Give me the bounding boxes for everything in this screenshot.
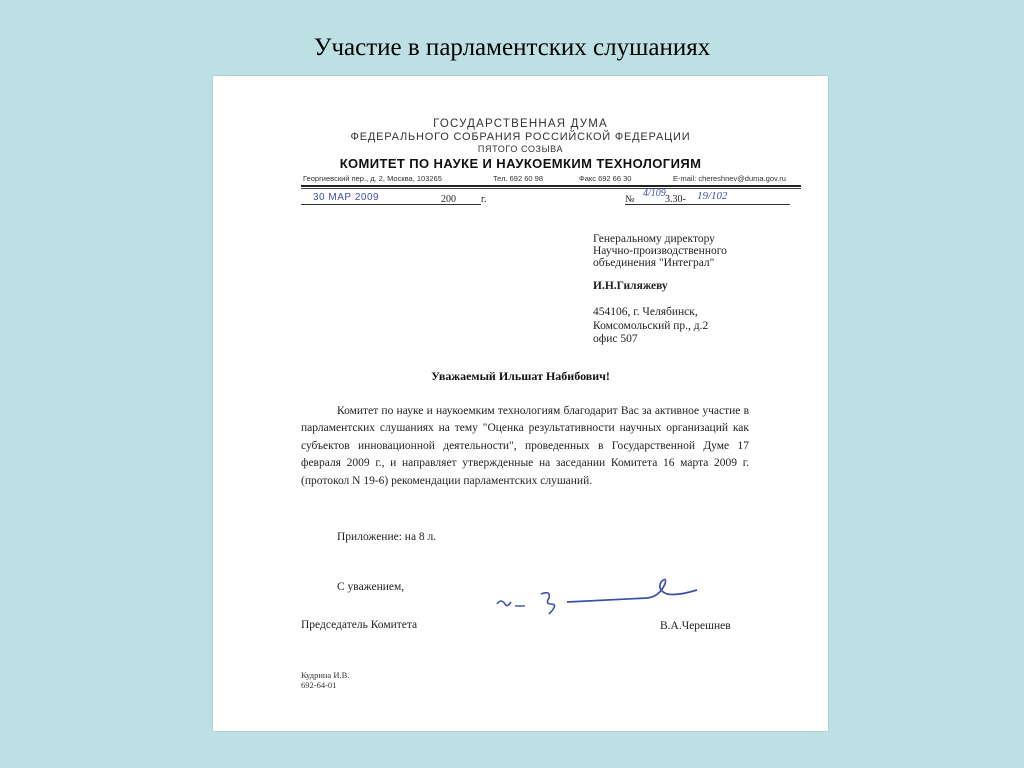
recipient-address-2: Комсомольский пр., д.2	[593, 320, 709, 332]
recipient-name: И.Н.Гиляжеву	[593, 280, 668, 292]
executor-info	[301, 670, 349, 690]
letterhead-rule-thin	[301, 188, 801, 189]
slide-title: Участие в парламентских слушаниях	[313, 34, 711, 61]
appendix-note: Приложение: на 8 л.	[337, 531, 437, 543]
number-handwritten: 4/109	[643, 188, 666, 199]
recipient-line-2: Научно-производственного	[593, 245, 727, 257]
signature	[493, 574, 703, 622]
recipient-line-3: объединения "Интеграл"	[593, 257, 715, 269]
date-stamp: 30 МАР 2009	[313, 192, 380, 203]
date-suffix: г.	[481, 194, 487, 205]
letterhead-rule	[301, 185, 801, 187]
letterhead-line-1: ГОСУДАРСТВЕННАЯ ДУМА	[433, 118, 608, 130]
recipient-line-1: Генеральному директору	[593, 233, 715, 245]
number-value: 3.30-	[665, 194, 686, 205]
letter-body: Комитет по науке и наукоемким технологиям благодарит Вас за активное участие в парламентских слушаниях на тему "Оценка результативности научных организаций как субъектов инновационной деятельности", проведенных в Государственной Думе 17 февраля 2009 г., и направляет утвержденные на заседании Комитета 16 марта 2009 г. (протокол N 19-6) рекомендации парламентских слушаний.	[301, 405, 749, 487]
closing-regards: С уважением,	[337, 581, 405, 593]
scanned-letter	[213, 76, 828, 731]
number-underline	[625, 204, 790, 205]
recipient-address-1: 454106, г. Челябинск,	[593, 306, 698, 318]
number-handwritten-2: 19/102	[697, 190, 728, 202]
committee-name: КОМИТЕТ ПО НАУКЕ И НАУКОЕМКИМ ТЕХНОЛОГИЯМ	[339, 156, 702, 171]
letterhead-phone: Тел. 692 60 98	[493, 174, 543, 183]
chair-name: В.А.Черешнев	[660, 620, 731, 632]
letterhead-line-3: ПЯТОГО СОЗЫВА	[477, 144, 564, 154]
letterhead-line-2: ФЕДЕРАЛЬНОГО СОБРАНИЯ РОССИЙСКОЙ ФЕДЕРАЦИИ	[350, 131, 691, 143]
greeting: Уважаемый Ильшат Набибович!	[431, 369, 610, 383]
letterhead-address: Георгиевский пер., д. 2, Москва, 103265	[303, 174, 442, 183]
letterhead-fax: Факс 692 66 30	[579, 174, 632, 183]
executor-name: Кудрина И.В.	[301, 670, 350, 680]
chair-title: Председатель Комитета	[301, 619, 418, 631]
recipient-address-3: офис 507	[593, 333, 638, 345]
date-year-prefix: 200	[441, 194, 456, 205]
number-prefix: №	[625, 194, 635, 205]
executor-phone: 692-64-01	[301, 680, 337, 690]
letterhead-email: E-mail: chereshnev@duma.gov.ru	[673, 174, 786, 183]
